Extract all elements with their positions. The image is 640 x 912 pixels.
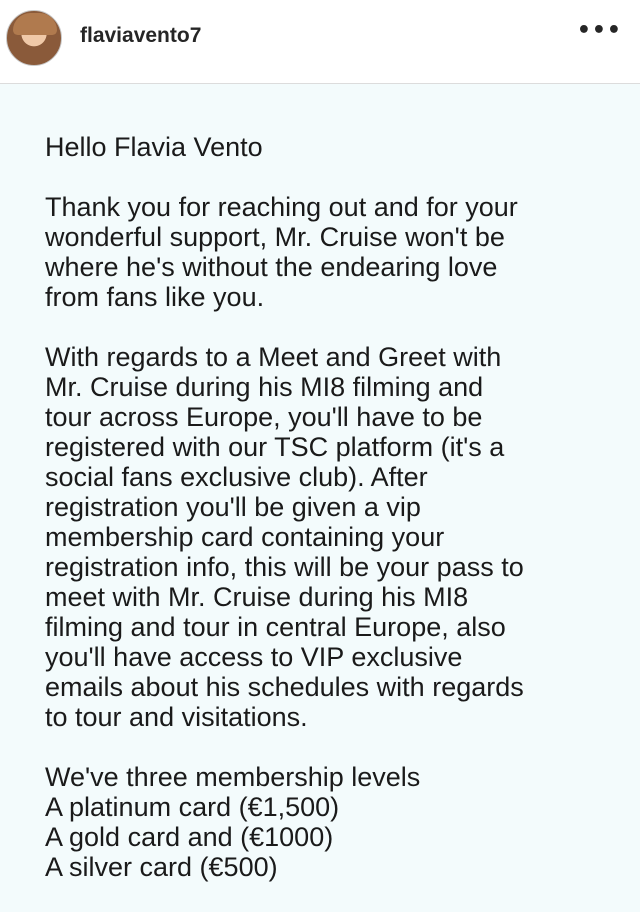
text-line: With regards to a Meet and Greet with — [45, 342, 502, 372]
membership-silver: A silver card (€500) — [45, 852, 278, 882]
avatar-hair-shape — [13, 13, 57, 35]
more-options-icon[interactable]: ••• — [576, 18, 622, 43]
text-line: registration you'll be given a vip — [45, 492, 421, 522]
text-line: registered with our TSC platform (it's a — [45, 432, 505, 462]
text-line: you'll have access to VIP exclusive — [45, 642, 463, 672]
post-header — [0, 0, 640, 84]
text-line: Mr. Cruise during his MI8 filming and — [45, 372, 484, 402]
membership-platinum: A platinum card (€1,500) — [45, 792, 340, 822]
greeting-line: Hello Flavia Vento — [45, 132, 263, 162]
text-line: meet with Mr. Cruise during his MI8 — [45, 582, 469, 612]
text-line: from fans like you. — [45, 282, 265, 312]
paragraph-membership-levels — [45, 762, 625, 882]
text-line: membership card containing your — [45, 522, 445, 552]
message-body — [45, 132, 625, 912]
paragraph-thanks — [45, 192, 625, 312]
text-line: to tour and visitations. — [45, 702, 308, 732]
membership-gold: A gold card and (€1000) — [45, 822, 334, 852]
text-line: emails about his schedules with regards — [45, 672, 524, 702]
text-line: tour across Europe, you'll have to be — [45, 402, 483, 432]
text-line: filming and tour in central Europe, also — [45, 612, 506, 642]
text-line: social fans exclusive club). After — [45, 462, 428, 492]
paragraph-meet-and-greet — [45, 342, 625, 732]
text-line: registration info, this will be your pass to — [45, 552, 524, 582]
text-line: We've three membership levels — [45, 762, 421, 792]
profile-avatar[interactable] — [6, 10, 62, 66]
text-line: wonderful support, Mr. Cruise won't be — [45, 222, 505, 252]
username-link[interactable]: flaviavento7 — [80, 24, 202, 47]
text-line: where he's without the endearing love — [45, 252, 498, 282]
text-line: Thank you for reaching out and for your — [45, 192, 518, 222]
